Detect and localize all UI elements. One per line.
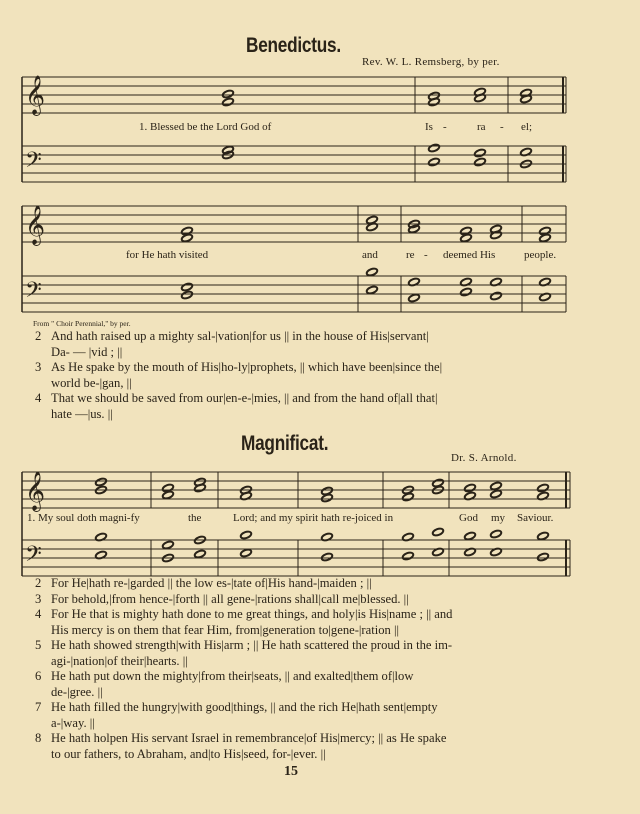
lyric-b1-0: 1. Blessed be the Lord God of <box>139 121 272 133</box>
note-head <box>464 483 476 492</box>
bass-clef-icon: 𝄢 <box>25 278 42 308</box>
lyric-b2-4: deemed His <box>443 249 496 261</box>
benedictus-credit: Rev. W. L. Remsberg, by per. <box>362 56 500 68</box>
note-head <box>321 552 333 561</box>
benedictus-title: Benedictus. <box>246 34 341 57</box>
note-head <box>490 481 502 490</box>
note-head <box>537 531 549 540</box>
note-head <box>408 293 420 302</box>
magnificat-title: Magnificat. <box>241 432 329 455</box>
lyric-b1-5: el; <box>521 121 532 133</box>
lyric-b2-3: - <box>424 249 428 261</box>
note-head <box>490 291 502 300</box>
lyric-m1-3: God <box>459 512 478 524</box>
lyric-b2-2: re <box>406 249 415 261</box>
note-head <box>460 287 472 296</box>
note-head <box>162 540 174 549</box>
verse-m8: 8 He hath holpen His servant Israel in remembrance|of His|mercy; || as He spake to our fathers, to Abraham, and|to His|seed, for-|ever. || <box>35 731 447 761</box>
note-head <box>474 148 486 157</box>
note-head <box>474 157 486 166</box>
note-head <box>240 530 252 539</box>
lyric-b2-1: and <box>362 249 378 261</box>
note-head <box>222 89 234 98</box>
note-head <box>428 143 440 152</box>
bass-clef-icon: 𝄢 <box>25 542 42 572</box>
note-head <box>537 483 549 492</box>
note-head <box>181 282 193 291</box>
verse-m7: 7 He hath filled the hungry|with good|things, || and the rich He|hath sent|empty a-|way. || <box>35 700 438 730</box>
lyric-b1-3: ra <box>477 121 486 133</box>
lyric-m1-5: Saviour. <box>517 512 554 524</box>
note-head <box>402 551 414 560</box>
lyric-b1-4: - <box>500 121 504 133</box>
benedictus-footnote: From " Choir Perennial," by per. <box>33 319 131 328</box>
magnificat-verses <box>35 576 452 762</box>
treble-clef-icon: 𝄞 <box>25 205 46 245</box>
verse-m2: 2 For He|hath re-|garded || the low es-|tate of|His hand-|maiden ; || <box>35 576 372 590</box>
note-head <box>181 290 193 299</box>
magnificat-credit: Dr. S. Arnold. <box>451 452 517 464</box>
verse-m5: 5 He hath showed strength|with His|arm ; || He hath scattered the proud in the im- agi-|nation|of their|hearts. || <box>35 638 453 668</box>
note-head <box>95 477 107 486</box>
note-head <box>490 489 502 498</box>
treble-clef-icon: 𝄞 <box>25 471 46 511</box>
verse-b4: 4 That we should be saved from our|en-e-|mies, || and from the hand of|all that| hate —|us. || <box>35 391 438 421</box>
note-head <box>240 548 252 557</box>
page-number: 15 <box>284 764 298 779</box>
verse-b3: 3 As He spake by the mouth of His|ho-ly|prophets, || which have been|since the| world be-|gan, || <box>35 360 443 390</box>
note-head <box>490 529 502 538</box>
note-head <box>464 531 476 540</box>
verse-m4: 4 For He that is mighty hath done to me great things, and holy|is His|name ; || and His mercy is on them that fear Him, from|generation to|gene-|ration || <box>35 607 453 637</box>
treble-clef-icon: 𝄞 <box>25 75 46 115</box>
note-head <box>366 285 378 294</box>
note-head <box>432 527 444 536</box>
lyric-b2-0: for He hath visited <box>126 249 209 261</box>
verse-m3: 3 For behold,|from hence-|forth || all gene-|rations shall|call me|blessed. || <box>35 591 409 606</box>
note-head <box>194 549 206 558</box>
benedictus-verses <box>35 329 442 422</box>
lyric-m1-4: my <box>491 512 506 524</box>
note-head <box>366 267 378 276</box>
lyric-b2-5: people. <box>524 249 557 261</box>
lyric-b1-1: Is <box>425 121 433 133</box>
note-head <box>537 552 549 561</box>
lyric-m1-2: Lord; and my spirit hath re-joiced in <box>233 512 394 524</box>
verse-m6: 6 He hath put down the mighty|from their|seats, || and exalted|them of|low de-|gree. || <box>35 669 414 699</box>
verse-b2: 2 And hath raised up a mighty sal-|vation|for us || in the house of His|servant| Da- — |vid ; || <box>35 329 429 359</box>
lyric-m1-0: 1. My soul doth magni-fy <box>27 512 140 524</box>
bass-clef-icon: 𝄢 <box>25 148 42 178</box>
note-head <box>428 157 440 166</box>
note-head <box>222 97 234 106</box>
lyric-b1-2: - <box>443 121 447 133</box>
lyric-m1-1: the <box>188 512 202 524</box>
